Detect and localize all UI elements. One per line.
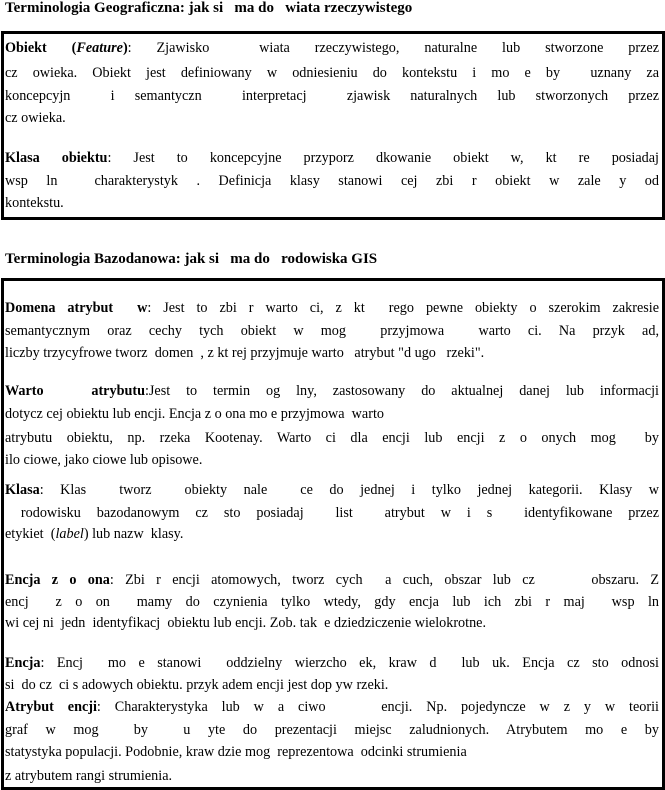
term-atrybut-encji: Atrybut encji <box>5 699 97 715</box>
definition-obiekt-line: koncepcyjn i semantyczn interpretacj zjawisk naturalnych lub stworzonych przez <box>5 88 659 104</box>
term-klasa: Klasa <box>5 482 40 498</box>
definition-atrybut-encji-line: statystyka populacji. Podobnie, kraw dzie mog reprezentowa odcinki strumienia <box>5 744 467 760</box>
term-encja: Encja <box>5 655 41 671</box>
term-label-italic: label <box>55 526 84 542</box>
definition-encja-zlozona-line: Encja z o ona: Zbi r encji atomowych, tworz cych a cuch, obszar lub cz obszaru. Z <box>5 572 660 588</box>
definition-obiekt-line: cz owieka. <box>5 110 66 126</box>
definition-atrybut-encji-line: Atrybut encji: Charakterystyka lub w a ciwo encji. Np. pojedyncze w z y w teorii <box>5 699 659 715</box>
definition-encja-line: Encja: Encj mo e stanowi oddzielny wierzcho ek, kraw d lub uk. Encja cz sto odnosi <box>5 655 659 671</box>
term-encja-zlozona: Encja z o ona <box>5 572 110 588</box>
definition-klasa-line: Klasa: Klas tworz obiekty nale ce do jednej i tylko jednej kategorii. Klasy w <box>5 482 659 498</box>
definition-wartosc-line: dotycz cej obiektu lub encji. Encja z o ona mo e przyjmowa warto <box>5 406 384 422</box>
definition-encja-line: si do cz ci s adowych obiektu. przyk adem encji jest dop yw rzeki. <box>5 677 389 693</box>
definition-wartosc-line: atrybutu obiektu, np. rzeka Kootenay. Warto ci dla encji lub encji z o onych mog by <box>5 430 659 446</box>
term-klasa-obiektu: Klasa obiektu <box>5 150 108 166</box>
definition-atrybut-encji-line: z atrybutem rangi strumienia. <box>5 768 173 784</box>
definition-encja-zlozona-line: wi cej ni jedn identyfikacj obiektu lub encji. Zob. tak e dziedziczenie wielokrotne. <box>5 615 487 631</box>
definition-obiekt-line: cz owieka. Obiekt jest definiowany w odniesieniu do kontekstu i mo e by uznany za <box>5 65 659 81</box>
term-obiekt: Obiekt (Feature) <box>5 40 128 56</box>
definition-klasa-obiektu-line: wsp ln charakterystyk . Definicja klasy stanowi cej zbi r obiekt w zale y od <box>5 173 659 189</box>
definition-klasa-obiektu-line: kontekstu. <box>5 195 64 211</box>
definition-wartosc-line: ilo ciowe, jako ciowe lub opisowe. <box>5 452 203 468</box>
section-heading-geographic: Terminologia Geograficzna: jak si ma do wiata rzeczywistego <box>5 0 413 16</box>
definition-wartosc-line: Warto atrybutu:Jest to termin og lny, zastosowany do aktualnej danej lub informacji <box>5 383 659 399</box>
definition-klasa-line: etykiet (label) lub nazw klasy. <box>5 526 184 542</box>
definition-klasa-line: rodowisku bazodanowym cz sto posiadaj list atrybut w i s identyfikowane przez <box>5 505 659 521</box>
term-domena-atrybutow: Domena atrybut w <box>5 300 148 316</box>
definition-atrybut-encji-line: graf w mog by u yte do prezentacji miejsc zaludnionych. Atrybutem mo e by <box>5 722 659 738</box>
term-wartosc-atrybutu: Warto atrybutu <box>5 383 145 399</box>
definition-klasa-obiektu-line: Klasa obiektu: Jest to koncepcyjne przyporz dkowanie obiekt w, kt re posiadaj <box>5 150 659 166</box>
definition-obiekt-line: Obiekt (Feature): Zjawisko wiata rzeczywistego, naturalne lub stworzone przez <box>5 40 659 56</box>
definition-domena-line: Domena atrybut w: Jest to zbi r warto ci, z kt rego pewne obiekty o szerokim zakresie <box>5 300 659 316</box>
definition-domena-line: semantycznym oraz cechy tych obiekt w mog przyjmowa warto ci. Na przyk ad, <box>5 323 659 339</box>
section-heading-database: Terminologia Bazodanowa: jak si ma do rodowiska GIS <box>5 251 378 267</box>
definition-domena-line: liczby trzycyfrowe tworz domen , z kt rej przyjmuje warto atrybut "d ugo rzeki". <box>5 345 485 361</box>
definition-encja-zlozona-line: encj z o on mamy do czynienia tylko wtedy, gdy encja lub ich zbi r maj wsp ln <box>5 594 659 610</box>
